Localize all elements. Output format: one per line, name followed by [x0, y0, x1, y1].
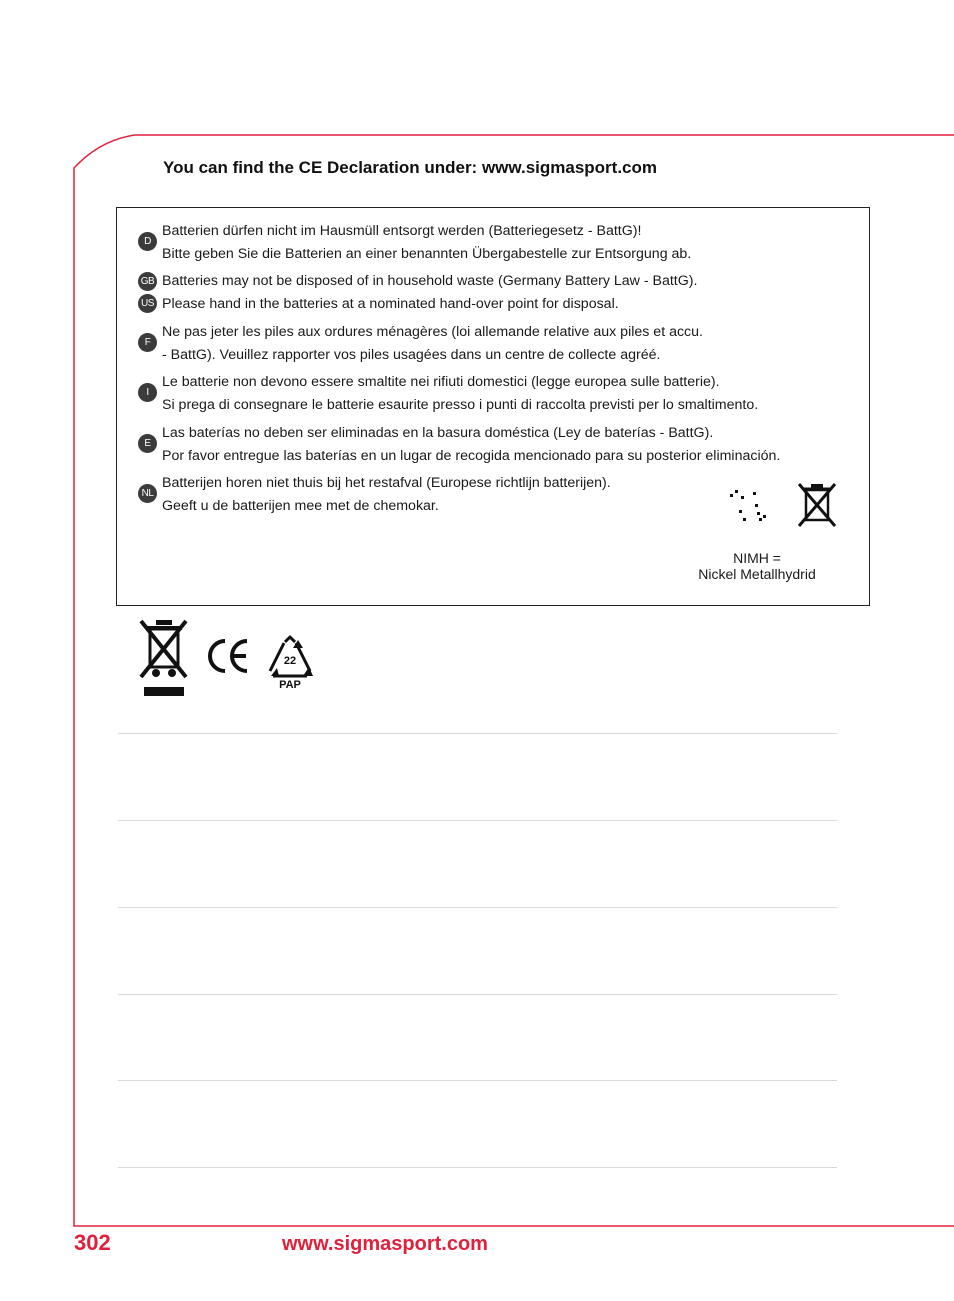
entry-line: Batterijen horen niet thuis bij het restafval (Europese richtlijn batterijen).	[162, 475, 611, 491]
country-badge-e: E	[138, 434, 157, 453]
rule-line	[118, 820, 837, 821]
entry-line: Le batterie non devono essere smaltite nei rifiuti domestici (legge europea sulle batterie).	[162, 374, 720, 390]
battery-chemical-icon	[725, 488, 775, 538]
entry-line: Geeft u de batterijen mee met de chemokar.	[162, 498, 439, 514]
country-badge-gb: GB	[138, 272, 157, 291]
crossed-bin-icon	[795, 480, 839, 530]
entry-line: Please hand in the batteries at a nominated hand-over point for disposal.	[162, 296, 619, 312]
recycle-number: 22	[283, 655, 297, 667]
nimh-legend	[677, 550, 837, 582]
ce-declaration: You can find the CE Declaration under: www.sigmasport.com	[163, 158, 658, 177]
recycle-material: PAP	[279, 679, 301, 691]
ce-mark-icon	[205, 637, 251, 675]
recycling-pap-icon	[265, 634, 315, 692]
country-badge-nl: NL	[138, 484, 157, 503]
nimh-line2: Nickel Metallhydrid	[698, 566, 816, 582]
country-badge-us: US	[138, 294, 157, 313]
battery-disposal-box	[116, 207, 870, 606]
rule-line	[118, 994, 837, 995]
country-badge-f: F	[138, 333, 157, 352]
entry-line: Si prega di consegnare le batterie esaurite presso i punti di raccolta previsti per lo smaltimento.	[162, 397, 759, 413]
entry-line: Las baterías no deben ser eliminadas en la basura doméstica (Ley de baterías - BattG).	[162, 425, 714, 441]
country-badge-d: D	[138, 232, 157, 251]
country-badge-i: I	[138, 383, 157, 402]
entry-line: Batteries may not be disposed of in household waste (Germany Battery Law - BattG).	[162, 273, 698, 289]
footer-url[interactable]: www.sigmasport.com	[282, 1233, 488, 1255]
entry-line: - BattG). Veuillez rapporter vos piles usagées dans un centre de collecte agréé.	[162, 347, 661, 363]
entry-line: Ne pas jeter les piles aux ordures ménagères (loi allemande relative aux piles et accu.	[162, 324, 703, 340]
page-number: 302	[74, 1230, 111, 1255]
weee-crossed-bin-icon	[138, 617, 190, 699]
entry-line: Batterien dürfen nicht im Hausmüll entsorgt werden (Batteriegesetz - BattG)!	[162, 223, 642, 239]
entry-line: Por favor entregue las baterías en un lugar de recogida mencionado para su posterior eliminación.	[162, 448, 781, 464]
rule-line	[118, 733, 837, 734]
rule-line	[118, 907, 837, 908]
rule-line	[118, 1080, 837, 1081]
rule-line	[118, 1167, 837, 1168]
nimh-line1: NIMH =	[733, 550, 781, 566]
entry-line: Bitte geben Sie die Batterien an einer benannten Übergabestelle zur Entsorgung ab.	[162, 246, 692, 262]
